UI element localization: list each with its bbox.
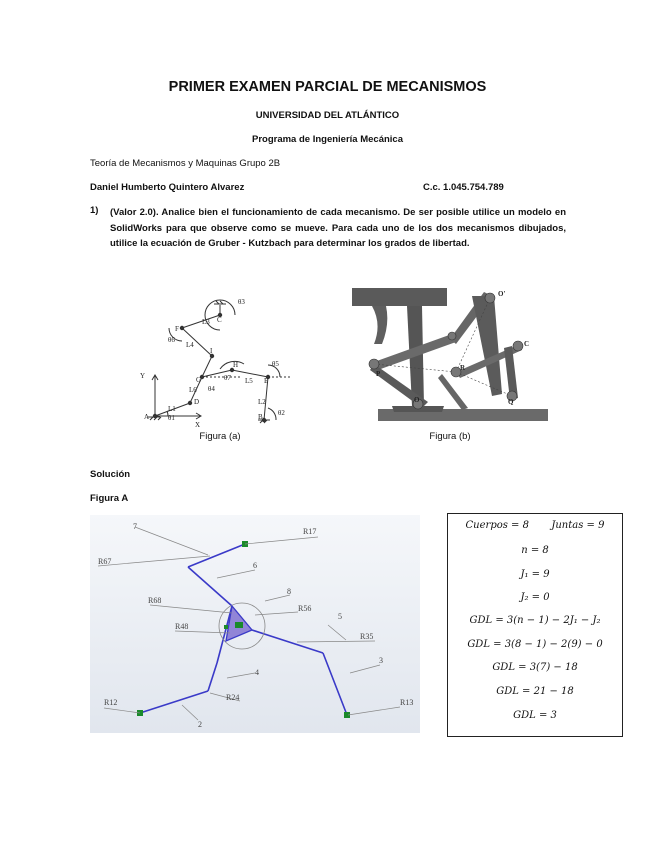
cad-label-r13: R13	[400, 698, 414, 707]
fig-b-label-o: O	[414, 396, 420, 404]
fig-a-label-theta6: θ6	[168, 336, 175, 344]
fig-b-label-q: Q	[508, 398, 514, 406]
cad-label-6: 6	[253, 561, 257, 570]
fig-a-axis-x: X	[195, 421, 201, 429]
fig-a-label-b: B	[258, 413, 263, 421]
fig-a-label-theta4: θ4	[208, 385, 215, 393]
cad-label-r12: R12	[104, 698, 118, 707]
cad-label-5: 5	[338, 612, 342, 621]
equation-j1: J₁ = 9	[520, 569, 550, 580]
fig-a-label-h: H	[233, 361, 239, 369]
figure-a-caption: Figura (a)	[199, 431, 241, 442]
cad-label-2: 2	[198, 720, 202, 729]
equation-gdl-step1: GDL = 3(7) − 18	[492, 662, 578, 673]
university-name: UNIVERSIDAD DEL ATLÁNTICO	[255, 110, 400, 121]
fig-b-label-p: P	[376, 370, 381, 378]
figure-b-diagram	[352, 284, 552, 424]
fig-a-label-d: D	[194, 398, 200, 406]
fig-a-label-l2: L2	[258, 398, 266, 406]
fig-a-label-a: A	[144, 413, 150, 421]
cad-label-r17: R17	[303, 527, 317, 536]
fig-a-label-l3: L3	[202, 318, 210, 326]
exam-title: PRIMER EXAMEN PARCIAL DE MECANISMOS	[168, 79, 487, 95]
fig-a-label-g: G	[196, 376, 202, 384]
fig-a-label-l4: L4	[186, 341, 194, 349]
cad-label-4: 4	[255, 668, 259, 677]
figure-b-caption: Figura (b)	[429, 431, 471, 442]
cad-label-r68: R68	[148, 596, 162, 605]
solution-heading: Solución	[90, 469, 131, 480]
student-name: Daniel Humberto Quintero Alvarez	[90, 182, 245, 193]
equation-gdl-substitution: GDL = 3(8 − 1) − 2(9) − 0	[467, 639, 603, 650]
equation-bodies-joints	[448, 520, 622, 531]
fig-b-label-o-prime: O'	[498, 290, 506, 298]
equation-joints: Juntas = 9	[551, 520, 605, 531]
fig-a-label-theta1: θ1	[168, 414, 175, 422]
question-text: (Valor 2.0). Analice bien el funcionamiento de cada mecanismo. De ser posible utilice un modelo en SolidWorks para que observe como se mueve. Para cada uno de los dos mecanismos dibujados, utilice la ecuación de Gruber - Kutzbach para determinar los grados de libertad.	[110, 207, 566, 249]
equation-gdl-result: GDL = 3	[513, 710, 557, 721]
equation-gdl-formula: GDL = 3(n − 1) − 2J₁ − J₂	[469, 615, 601, 626]
fig-b-label-r: R	[460, 364, 466, 372]
fig-b-label-c: C	[524, 340, 530, 348]
equation-n: n = 8	[521, 545, 549, 556]
fig-a-label-l1: L1	[168, 405, 176, 413]
cad-model-image	[90, 515, 420, 733]
cad-label-r56: R56	[298, 604, 312, 613]
fig-a-label-l5: L5	[245, 377, 253, 385]
cad-label-8: 8	[287, 587, 291, 596]
cad-label-r35: R35	[360, 632, 374, 641]
course-name: Teoría de Mecanismos y Maquinas Grupo 2B	[90, 158, 281, 169]
equation-bodies: Cuerpos = 8	[465, 520, 529, 531]
fig-a-label-theta3: θ3	[238, 298, 245, 306]
cad-label-3: 3	[379, 656, 383, 665]
figure-a-diagram	[140, 284, 340, 429]
fig-a-label-e: E	[264, 377, 269, 385]
equation-j2: J₂ = 0	[520, 592, 550, 603]
fig-a-label-l6: L6	[189, 386, 197, 394]
fig-a-axis-y: Y	[140, 372, 146, 380]
fig-a-label-theta5: θ5	[272, 360, 279, 368]
student-id: C.c. 1.045.754.789	[423, 182, 504, 193]
equations-box	[447, 513, 623, 737]
cad-label-r24: R24	[226, 693, 240, 702]
cad-label-7: 7	[133, 522, 137, 531]
fig-a-label-i: I	[210, 347, 213, 355]
cad-label-r48: R48	[175, 622, 189, 631]
figure-a-label: Figura A	[90, 493, 129, 504]
fig-a-label-theta7: θ7	[224, 374, 231, 382]
question-number: 1)	[90, 205, 99, 216]
program-name: Programa de Ingeniería Mecánica	[251, 134, 403, 145]
equation-gdl-step2: GDL = 21 − 18	[496, 686, 574, 697]
fig-a-label-f: F	[175, 325, 179, 333]
fig-a-label-theta2: θ2	[278, 409, 285, 417]
cad-label-r67: R67	[98, 557, 112, 566]
fig-a-label-c: C	[217, 316, 222, 324]
